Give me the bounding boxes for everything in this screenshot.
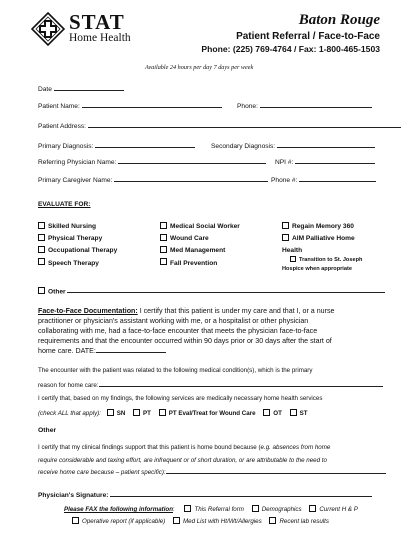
checkbox[interactable] [282,234,289,241]
services-other[interactable]: Other [38,427,57,434]
checkbox[interactable] [282,222,289,229]
fax-row-1: Please FAX the following information: This Referral form Demographics Current H & P [64,506,358,514]
eval-option-med-management[interactable]: Med Management [160,245,240,257]
secondary-diagnosis-field[interactable] [211,143,375,150]
certify-text: I certify that, based on my findings, the following services are medically necessary home health services [38,395,323,402]
f2f-date-field[interactable]: home care. DATE: [38,346,334,356]
encounter-text: The encounter with the patient was related to the following medical condition(s), which is the primary reason for home care: [38,363,383,393]
eval-option-speech-therapy[interactable]: Speech Therapy [38,258,117,270]
checkbox[interactable] [290,409,297,416]
patient-phone-line [260,107,372,108]
npi-field[interactable] [275,159,375,166]
referring-physician-line [118,163,266,164]
service-pt[interactable]: PT [133,410,151,417]
checkbox[interactable] [263,409,270,416]
service-ot[interactable]: OT [263,410,282,417]
checkbox[interactable] [160,246,167,253]
encounter-condition-line [99,386,383,387]
checkbox[interactable] [160,234,167,241]
checkbox[interactable] [107,409,114,416]
signature-label: Physician's Signature: [38,492,109,499]
primary-diagnosis-label: Primary Diagnosis: [38,143,94,150]
checkbox[interactable] [269,517,276,524]
checkbox[interactable] [173,517,180,524]
evaluate-heading: EVALUATE FOR: [38,201,91,208]
checkbox[interactable] [252,505,259,512]
fax-item[interactable]: Demographics [252,506,302,513]
checkbox[interactable] [38,287,45,294]
homebound-reason-field[interactable]: receive home care because – patient specific): [38,467,386,480]
patient-name-label: Patient Name: [38,103,80,110]
fax-item[interactable]: Recent lab results [269,518,329,525]
checkbox[interactable] [38,246,45,253]
checkbox[interactable] [184,505,191,512]
form-title: Patient Referral / Face-to-Face [236,31,380,42]
checkbox[interactable] [160,222,167,229]
eval-option-wound-care[interactable]: Wound Care [160,233,240,245]
signature-line [110,496,372,497]
eval-option-regain-memory[interactable]: Regain Memory 360 [282,221,355,233]
date-line [54,90,124,91]
fax-item[interactable]: Med List with Ht/Wt/Allergies [173,518,262,525]
patient-name-field[interactable] [38,103,222,110]
checkbox[interactable] [133,409,140,416]
services-row [38,410,308,417]
check-all-label: (check ALL that apply): [38,410,101,418]
npi-label: NPI #: [275,159,294,166]
primary-caregiver-line [114,181,268,182]
caregiver-phone-line [299,181,376,182]
homebound-text: I certify that my clinical findings support that this patient is home bound because (e.g. absences from home require considerable and taxing effort, are infrequent or of short duration, or are attributable to the need to receive home care because – patient specific): [38,442,386,480]
eval-option-fall-prevention[interactable]: Fall Prevention [160,258,240,270]
caregiver-phone-label: Phone #: [271,177,298,184]
referring-physician-field[interactable] [38,159,266,166]
fax-item[interactable]: Current H & P [309,506,358,513]
evaluate-col2 [160,221,240,270]
referring-physician-label: Referring Physician Name: [38,159,117,166]
service-sn[interactable]: SN [107,410,126,417]
encounter-condition-field[interactable]: reason for home care: [38,378,383,393]
logo-text-stat: STAT [69,10,125,34]
f2f-heading: Face-to-Face Documentation: [38,307,138,315]
checkbox[interactable] [309,505,316,512]
service-st[interactable]: ST [290,410,308,417]
patient-address-line [88,127,401,128]
checkbox[interactable] [38,222,45,229]
npi-line [295,163,375,164]
eval-option-transition-hospice[interactable]: Transition to St. Joseph Hospice when appropriate [282,257,363,272]
availability-note: Available 24 hours per day 7 days per week [145,64,254,71]
primary-diagnosis-line [95,147,195,148]
phone-fax: Phone: (225) 769-4764 / Fax: 1-800-465-1503 [201,44,380,54]
primary-caregiver-label: Primary Caregiver Name: [38,177,113,184]
fax-row-2 [72,518,329,525]
patient-phone-field[interactable] [237,103,372,110]
eval-option-medical-social-worker[interactable]: Medical Social Worker [160,221,240,233]
fax-heading: Please FAX the following information [64,506,173,514]
eval-option-aim-palliative[interactable]: AIM Palliative Home [282,233,355,245]
patient-address-field[interactable] [38,123,401,130]
primary-caregiver-field[interactable] [38,177,268,184]
service-pt-eval-wound[interactable]: PT Eval/Treat for Wound Care [159,410,256,417]
evaluate-col1 [38,221,117,270]
eval-other-label: Other [48,288,66,296]
evaluate-col3 [282,221,355,258]
patient-address-label: Patient Address: [38,123,87,130]
fax-item[interactable]: This Referral form [184,506,244,513]
checkbox[interactable] [290,256,296,262]
eval-other-field[interactable] [38,288,385,295]
date-field[interactable] [38,86,124,93]
logo [31,12,151,48]
logo-text-home-health: Home Health [69,32,131,44]
fax-item[interactable]: Operative report (if applicable) [72,518,165,525]
date-label: Date [38,86,52,93]
checkbox[interactable] [38,234,45,241]
eval-option-occupational-therapy[interactable]: Occupational Therapy [38,245,117,257]
checkbox[interactable] [72,517,79,524]
homebound-reason-line [166,473,386,474]
patient-phone-label: Phone: [237,103,258,110]
checkbox[interactable] [160,258,167,265]
logo-emblem-icon [31,12,65,46]
signature-field[interactable] [38,492,372,499]
patient-name-line [82,107,222,108]
checkbox[interactable] [159,409,166,416]
f2f-paragraph: Face-to-Face Documentation: I certify that this patient is under my care and that I, or a nurse practitioner or physician's assistant working with me, or a hospitalist or other physician collaborating with me, had a face-to-face encounter that meets the physician face-to-face requirements and that the encounter occurred within 90 days prior or 30 days after the start of home care. DATE: [38,307,335,355]
secondary-diagnosis-label: Secondary Diagnosis: [211,143,276,150]
secondary-diagnosis-line [277,147,375,148]
eval-option-aim-palliative-cont: Health [282,247,303,255]
caregiver-phone-field[interactable] [271,177,376,184]
eval-option-physical-therapy[interactable]: Physical Therapy [38,233,117,245]
checkbox[interactable] [38,258,45,265]
primary-diagnosis-field[interactable] [38,143,195,150]
eval-other-line [67,292,385,293]
f2f-date-line [96,352,166,353]
location-title: Baton Rouge [298,12,380,28]
eval-option-skilled-nursing[interactable]: Skilled Nursing [38,221,117,233]
